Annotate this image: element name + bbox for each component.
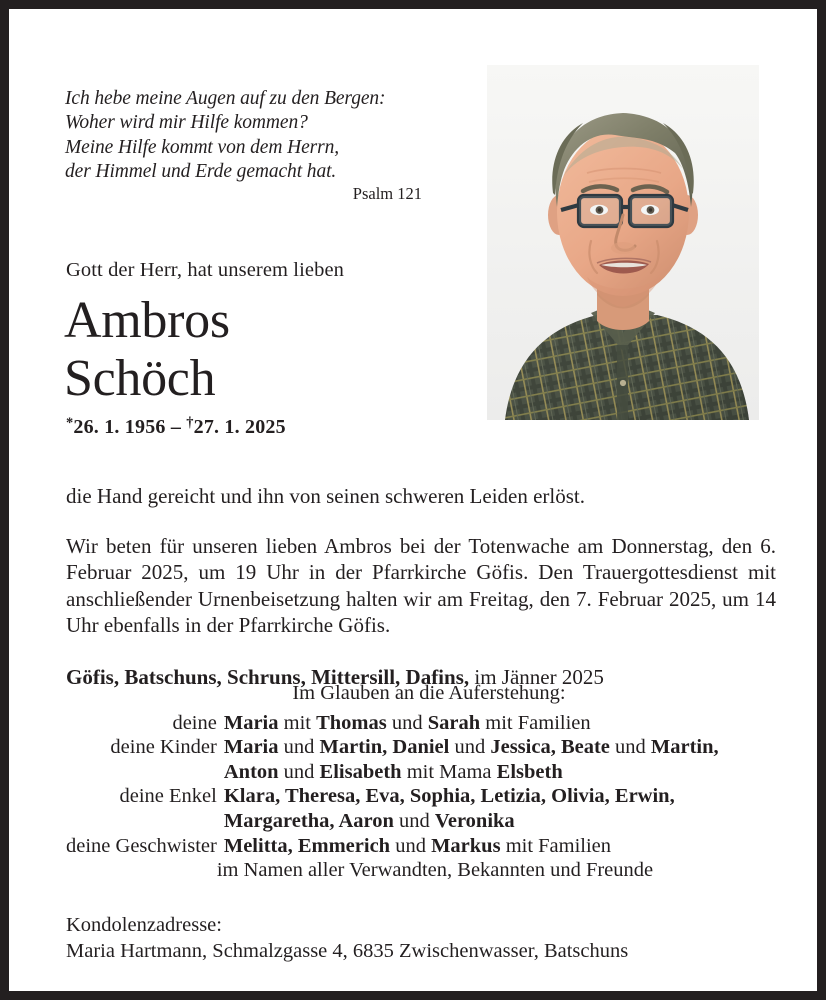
body-paragraph-1: die Hand gereicht und ihn von seinen schweren Leiden erlöst. — [66, 484, 586, 508]
death-cross-icon: † — [186, 414, 194, 431]
faith-line: Im Glauben an die Auferstehung: — [292, 682, 566, 704]
life-dates — [66, 416, 286, 439]
family-listing — [66, 681, 776, 883]
relation-names: Maria mit Thomas und Sarah mit Familien — [223, 711, 591, 734]
birth-date: 26. 1. 1956 — [73, 416, 166, 438]
table-row — [66, 735, 776, 784]
body-paragraph-2: Wir beten für unseren lieben Ambros bei der Totenwache am Donnerstag, den 6. Februar 2025, um 19 Uhr in der Pfarrkirche Göfis. Den Trauergottesdienst mit anschließender Urnenbeisetzung halten wir am Freitag, den 7. Februar 2025, um 14 Uhr ebenfalls in der Pfarrkirche Göfis. — [66, 533, 776, 638]
relation-names: Melitta, Emmerich und Markus mit Familien — [223, 834, 612, 857]
portrait-photo-image — [487, 65, 759, 420]
death-date: 27. 1. 2025 — [193, 416, 286, 438]
condolence-heading: Kondolenzadresse: — [66, 914, 222, 936]
relation-names: Maria und Martin, Daniel und Jessica, Beate und Martin, Anton und Elisabeth mit Mama Elsbeth — [223, 736, 719, 783]
notice-month: im Jänner 2025 — [469, 664, 604, 689]
relation-label: deine — [172, 711, 217, 734]
notice-paper — [9, 9, 817, 991]
table-row — [66, 834, 776, 859]
relation-label: deine Geschwister — [66, 834, 217, 857]
epigraph-source: Psalm 121 — [352, 184, 422, 203]
relation-names: Klara, Theresa, Eva, Sophia, Letizia, Olivia, Erwin, Margaretha, Aaron und Veronika — [223, 785, 675, 832]
birth-star-icon: * — [66, 414, 74, 431]
epigraph-line-1: Ich hebe meine Augen auf zu den Bergen: — [65, 88, 386, 109]
table-row — [66, 784, 776, 833]
closing-line: im Namen aller Verwandten, Bekannten und Freunde — [216, 859, 654, 882]
body-copy — [66, 483, 776, 691]
deceased-name — [64, 292, 230, 408]
date-separator: – — [170, 416, 182, 438]
deceased-family-name: Schöch — [64, 350, 216, 407]
relations-table-body — [66, 711, 776, 859]
epigraph-line-4: der Himmel und Erde gemacht hat. — [65, 161, 337, 183]
table-row — [66, 711, 776, 736]
epigraph-verse — [65, 87, 445, 185]
relation-label: deine Enkel — [119, 785, 217, 808]
deceased-given-name: Ambros — [64, 292, 230, 349]
places-list: Göfis, Batschuns, Schruns, Mittersill, Dafins, — [66, 664, 470, 689]
epigraph-line-3: Meine Hilfe kommt von dem Herrn, — [65, 136, 340, 158]
lead-in-text: Gott der Herr, hat unserem lieben — [66, 259, 344, 281]
relations-table — [66, 711, 776, 859]
condolence-address-line: Maria Hartmann, Schmalzgasse 4, 6835 Zwischenwasser, Batschuns — [66, 940, 629, 962]
portrait-photo — [487, 65, 759, 420]
condolence-address — [66, 912, 628, 964]
relation-label: deine Kinder — [110, 736, 217, 759]
epigraph-line-2: Woher wird mir Hilfe kommen? — [65, 112, 308, 134]
